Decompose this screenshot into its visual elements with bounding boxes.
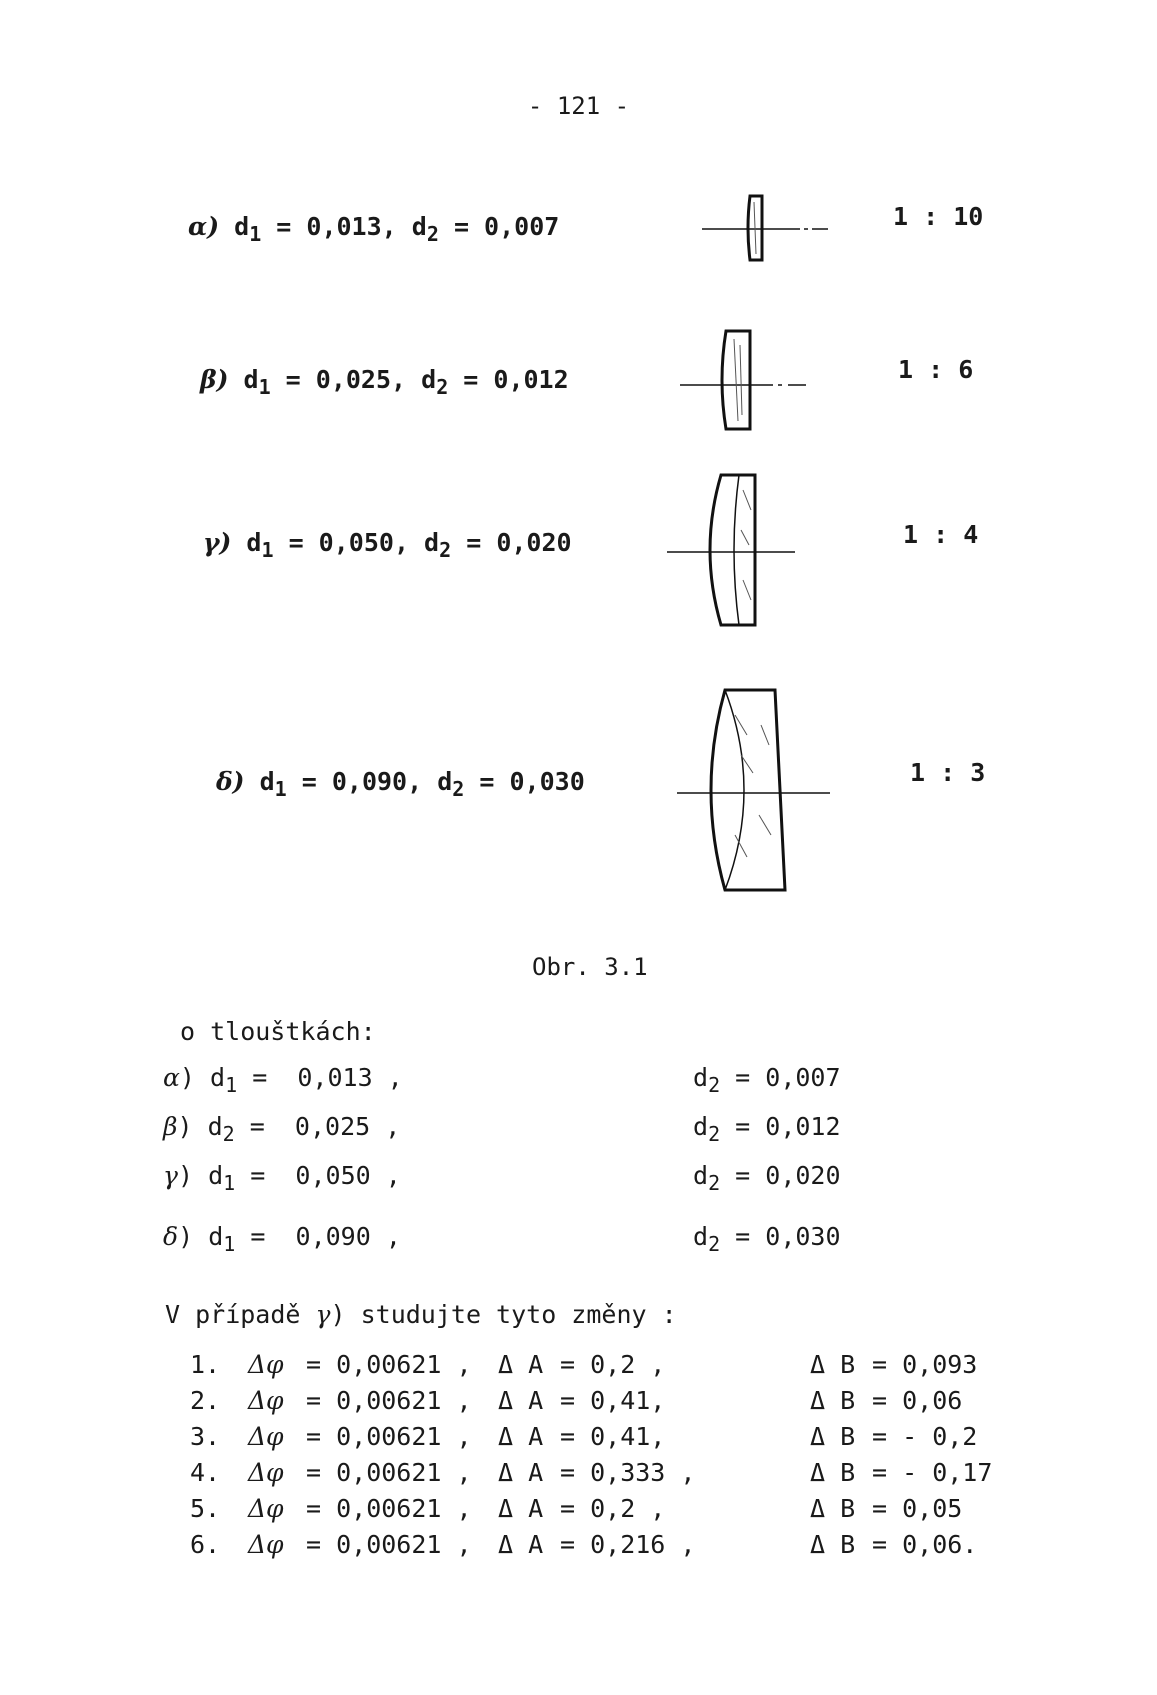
d2-name: d <box>411 212 427 241</box>
paren: ) <box>178 1222 194 1251</box>
delta-a-value: = 0,41, <box>560 1421 666 1451</box>
mark-delta: δ) <box>216 767 245 796</box>
scale-ratio-beta: 1 : 6 <box>898 355 974 384</box>
figure-label-beta: β) $d_1 = 0,025$, $d_2 = 0,012$ <box>200 365 569 399</box>
d2-value: = 0,007 <box>735 1063 841 1092</box>
delta-a-label: Δ A <box>498 1349 544 1379</box>
equals-sign: = <box>250 1161 266 1190</box>
lens-drawing-alpha <box>700 190 830 265</box>
thickness-heading: o tlouštkách: <box>180 1017 376 1046</box>
delta-b-value: = 0,06 <box>872 1385 963 1415</box>
delta-a-value: = 0,216 , <box>560 1529 696 1559</box>
d2-value: = 0,012 <box>735 1112 841 1141</box>
changes-intro-after: ) studujte tyto změny : <box>330 1300 677 1329</box>
delta-b-label: Δ B <box>810 1457 856 1487</box>
mark-alpha: α <box>163 1063 180 1092</box>
delta-phi-label: Δφ <box>248 1349 284 1379</box>
mark-alpha: α) <box>188 212 220 241</box>
d-sub: 1 <box>223 1171 236 1195</box>
thickness-row-delta <box>163 1222 401 1256</box>
delta-phi-value: = 0,00621 , <box>306 1385 472 1415</box>
delta-a-value: = 0,2 , <box>560 1493 666 1523</box>
d-name: d <box>207 1112 223 1141</box>
delta-a-value: = 0,333 , <box>560 1457 696 1487</box>
delta-a-value: = 0,41, <box>560 1385 666 1415</box>
table-row <box>190 1454 1042 1490</box>
changes-intro <box>165 1300 677 1329</box>
row-number: 2. <box>190 1385 221 1415</box>
changes-table <box>190 1346 1042 1562</box>
thickness-right-beta <box>693 1112 841 1146</box>
d2-name: d <box>437 767 453 796</box>
scale-ratio-delta: 1 : 3 <box>910 758 986 787</box>
delta-b-value: = - 0,2 <box>872 1421 978 1451</box>
lens-drawing-delta <box>675 685 835 895</box>
d2-sub: 2 <box>426 222 439 246</box>
table-row <box>190 1490 1042 1526</box>
delta-phi-label: Δφ <box>248 1529 284 1559</box>
delta-phi-label: Δφ <box>248 1421 284 1451</box>
d1-sub: 1 <box>261 538 274 562</box>
d-sub: 1 <box>225 1073 238 1097</box>
delta-phi-value: = 0,00621 , <box>306 1493 472 1523</box>
d2-name: d <box>421 365 437 394</box>
d1-sub: 1 <box>249 222 262 246</box>
figure-caption: Obr. 3.1 <box>532 953 648 981</box>
d2-name: d <box>424 528 440 557</box>
d2-value: 0,007 <box>484 212 560 241</box>
delta-b-label: Δ B <box>810 1493 856 1523</box>
mark-beta: β) <box>200 365 229 394</box>
delta-b-label: Δ B <box>810 1529 856 1559</box>
delta-a-value: = 0,2 , <box>560 1349 666 1379</box>
mark-beta: β <box>163 1112 178 1141</box>
thickness-right-gamma <box>693 1161 841 1195</box>
thickness-row-beta <box>163 1112 400 1146</box>
paren: ) <box>177 1112 193 1141</box>
delta-a-label: Δ A <box>498 1421 544 1451</box>
changes-intro-before: V případě <box>165 1300 301 1329</box>
delta-phi-value: = 0,00621 , <box>306 1529 472 1559</box>
d2-name: d <box>693 1112 709 1141</box>
d2-sub: 2 <box>452 777 465 801</box>
d2-sub: 2 <box>708 1122 721 1146</box>
delta-b-label: Δ B <box>810 1385 856 1415</box>
figure-label-alpha: α) $d_1 = 0,013$, $d_2 = 0,007$ <box>188 212 560 246</box>
delta-phi-value: = 0,00621 , <box>306 1457 472 1487</box>
scale-ratio-gamma: 1 : 4 <box>903 520 979 549</box>
delta-a-label: Δ A <box>498 1529 544 1559</box>
d-name: d <box>210 1063 226 1092</box>
lens-drawing-gamma <box>665 470 800 630</box>
delta-phi-label: Δφ <box>248 1493 284 1523</box>
delta-phi-value: = 0,00621 , <box>306 1421 472 1451</box>
thickness-row-alpha <box>163 1063 403 1097</box>
delta-b-value: = 0,05 <box>872 1493 963 1523</box>
paren: ) <box>177 1161 194 1190</box>
d-sub: 1 <box>223 1232 236 1256</box>
d2-value: 0,012 <box>493 365 569 394</box>
delta-a-label: Δ A <box>498 1493 544 1523</box>
d-sub: 2 <box>222 1122 235 1146</box>
row-number: 1. <box>190 1349 221 1379</box>
table-row <box>190 1526 1042 1562</box>
row-number: 5. <box>190 1493 221 1523</box>
figure-label-delta: δ) $d_1 = 0,090$, $d_2 = 0,030$ <box>216 767 585 801</box>
delta-b-label: Δ B <box>810 1349 856 1379</box>
delta-b-value: = 0,093 <box>872 1349 978 1379</box>
d2-sub: 2 <box>436 375 449 399</box>
mark-gamma: γ <box>315 1300 331 1329</box>
d1-value: 0,090 <box>331 767 408 796</box>
scale-ratio-alpha: 1 : 10 <box>893 202 984 231</box>
delta-a-label: Δ A <box>498 1457 544 1487</box>
thickness-row-gamma <box>163 1161 401 1195</box>
thickness-right-alpha <box>693 1063 841 1097</box>
d1-name: d <box>246 528 262 557</box>
d2-sub: 2 <box>439 538 452 562</box>
row-number: 4. <box>190 1457 221 1487</box>
d2-value: = 0,020 <box>735 1161 841 1190</box>
d-name: d <box>208 1161 224 1190</box>
figure-label-gamma: γ) $d_1 = 0,050$, $d_2 = 0,020$ <box>203 528 572 562</box>
lens-drawing-beta <box>678 325 808 435</box>
row-number: 3. <box>190 1421 221 1451</box>
d2-value: 0,020 <box>496 528 572 557</box>
table-row <box>190 1346 1042 1382</box>
mark-delta: δ <box>163 1222 179 1251</box>
table-row <box>190 1418 1042 1454</box>
thickness-right-delta <box>693 1222 841 1256</box>
thickness-value: 0,090 , <box>295 1222 401 1251</box>
equals-sign: = <box>249 1112 265 1141</box>
d2-sub: 2 <box>708 1171 721 1195</box>
delta-b-label: Δ B <box>810 1421 856 1451</box>
thickness-value: 0,025 , <box>294 1112 401 1141</box>
d1-name: d <box>259 767 275 796</box>
d1-sub: 1 <box>274 777 287 801</box>
d2-name: d <box>693 1063 709 1092</box>
delta-a-label: Δ A <box>498 1385 544 1415</box>
d2-sub: 2 <box>708 1073 721 1097</box>
d-name: d <box>208 1222 224 1251</box>
d2-name: d <box>693 1161 709 1190</box>
d1-value: 0,025 <box>315 365 392 394</box>
delta-b-value: = - 0,17 <box>872 1457 993 1487</box>
d2-name: d <box>693 1222 709 1251</box>
d2-value: = 0,030 <box>735 1222 841 1251</box>
mark-gamma: γ <box>163 1161 178 1190</box>
delta-b-value: = 0,06. <box>872 1529 978 1559</box>
row-number: 6. <box>190 1529 221 1559</box>
d1-sub: 1 <box>258 375 271 399</box>
d1-value: 0,013 <box>306 212 382 241</box>
table-row <box>190 1382 1042 1418</box>
page-number: - 121 - <box>527 92 630 120</box>
delta-phi-label: Δφ <box>248 1385 284 1415</box>
d1-name: d <box>234 212 250 241</box>
equals-sign: = <box>250 1222 266 1251</box>
delta-phi-value: = 0,00621 , <box>306 1349 472 1379</box>
thickness-value: 0,050 , <box>295 1161 401 1190</box>
thickness-value: 0,013 , <box>297 1063 403 1092</box>
d2-sub: 2 <box>708 1232 721 1256</box>
paren: ) <box>179 1063 195 1092</box>
d1-value: 0,050 <box>318 528 394 557</box>
d1-name: d <box>243 365 259 394</box>
equals-sign: = <box>252 1063 268 1092</box>
delta-phi-label: Δφ <box>248 1457 284 1487</box>
d2-value: 0,030 <box>509 767 585 796</box>
mark-gamma: γ) <box>203 528 232 557</box>
